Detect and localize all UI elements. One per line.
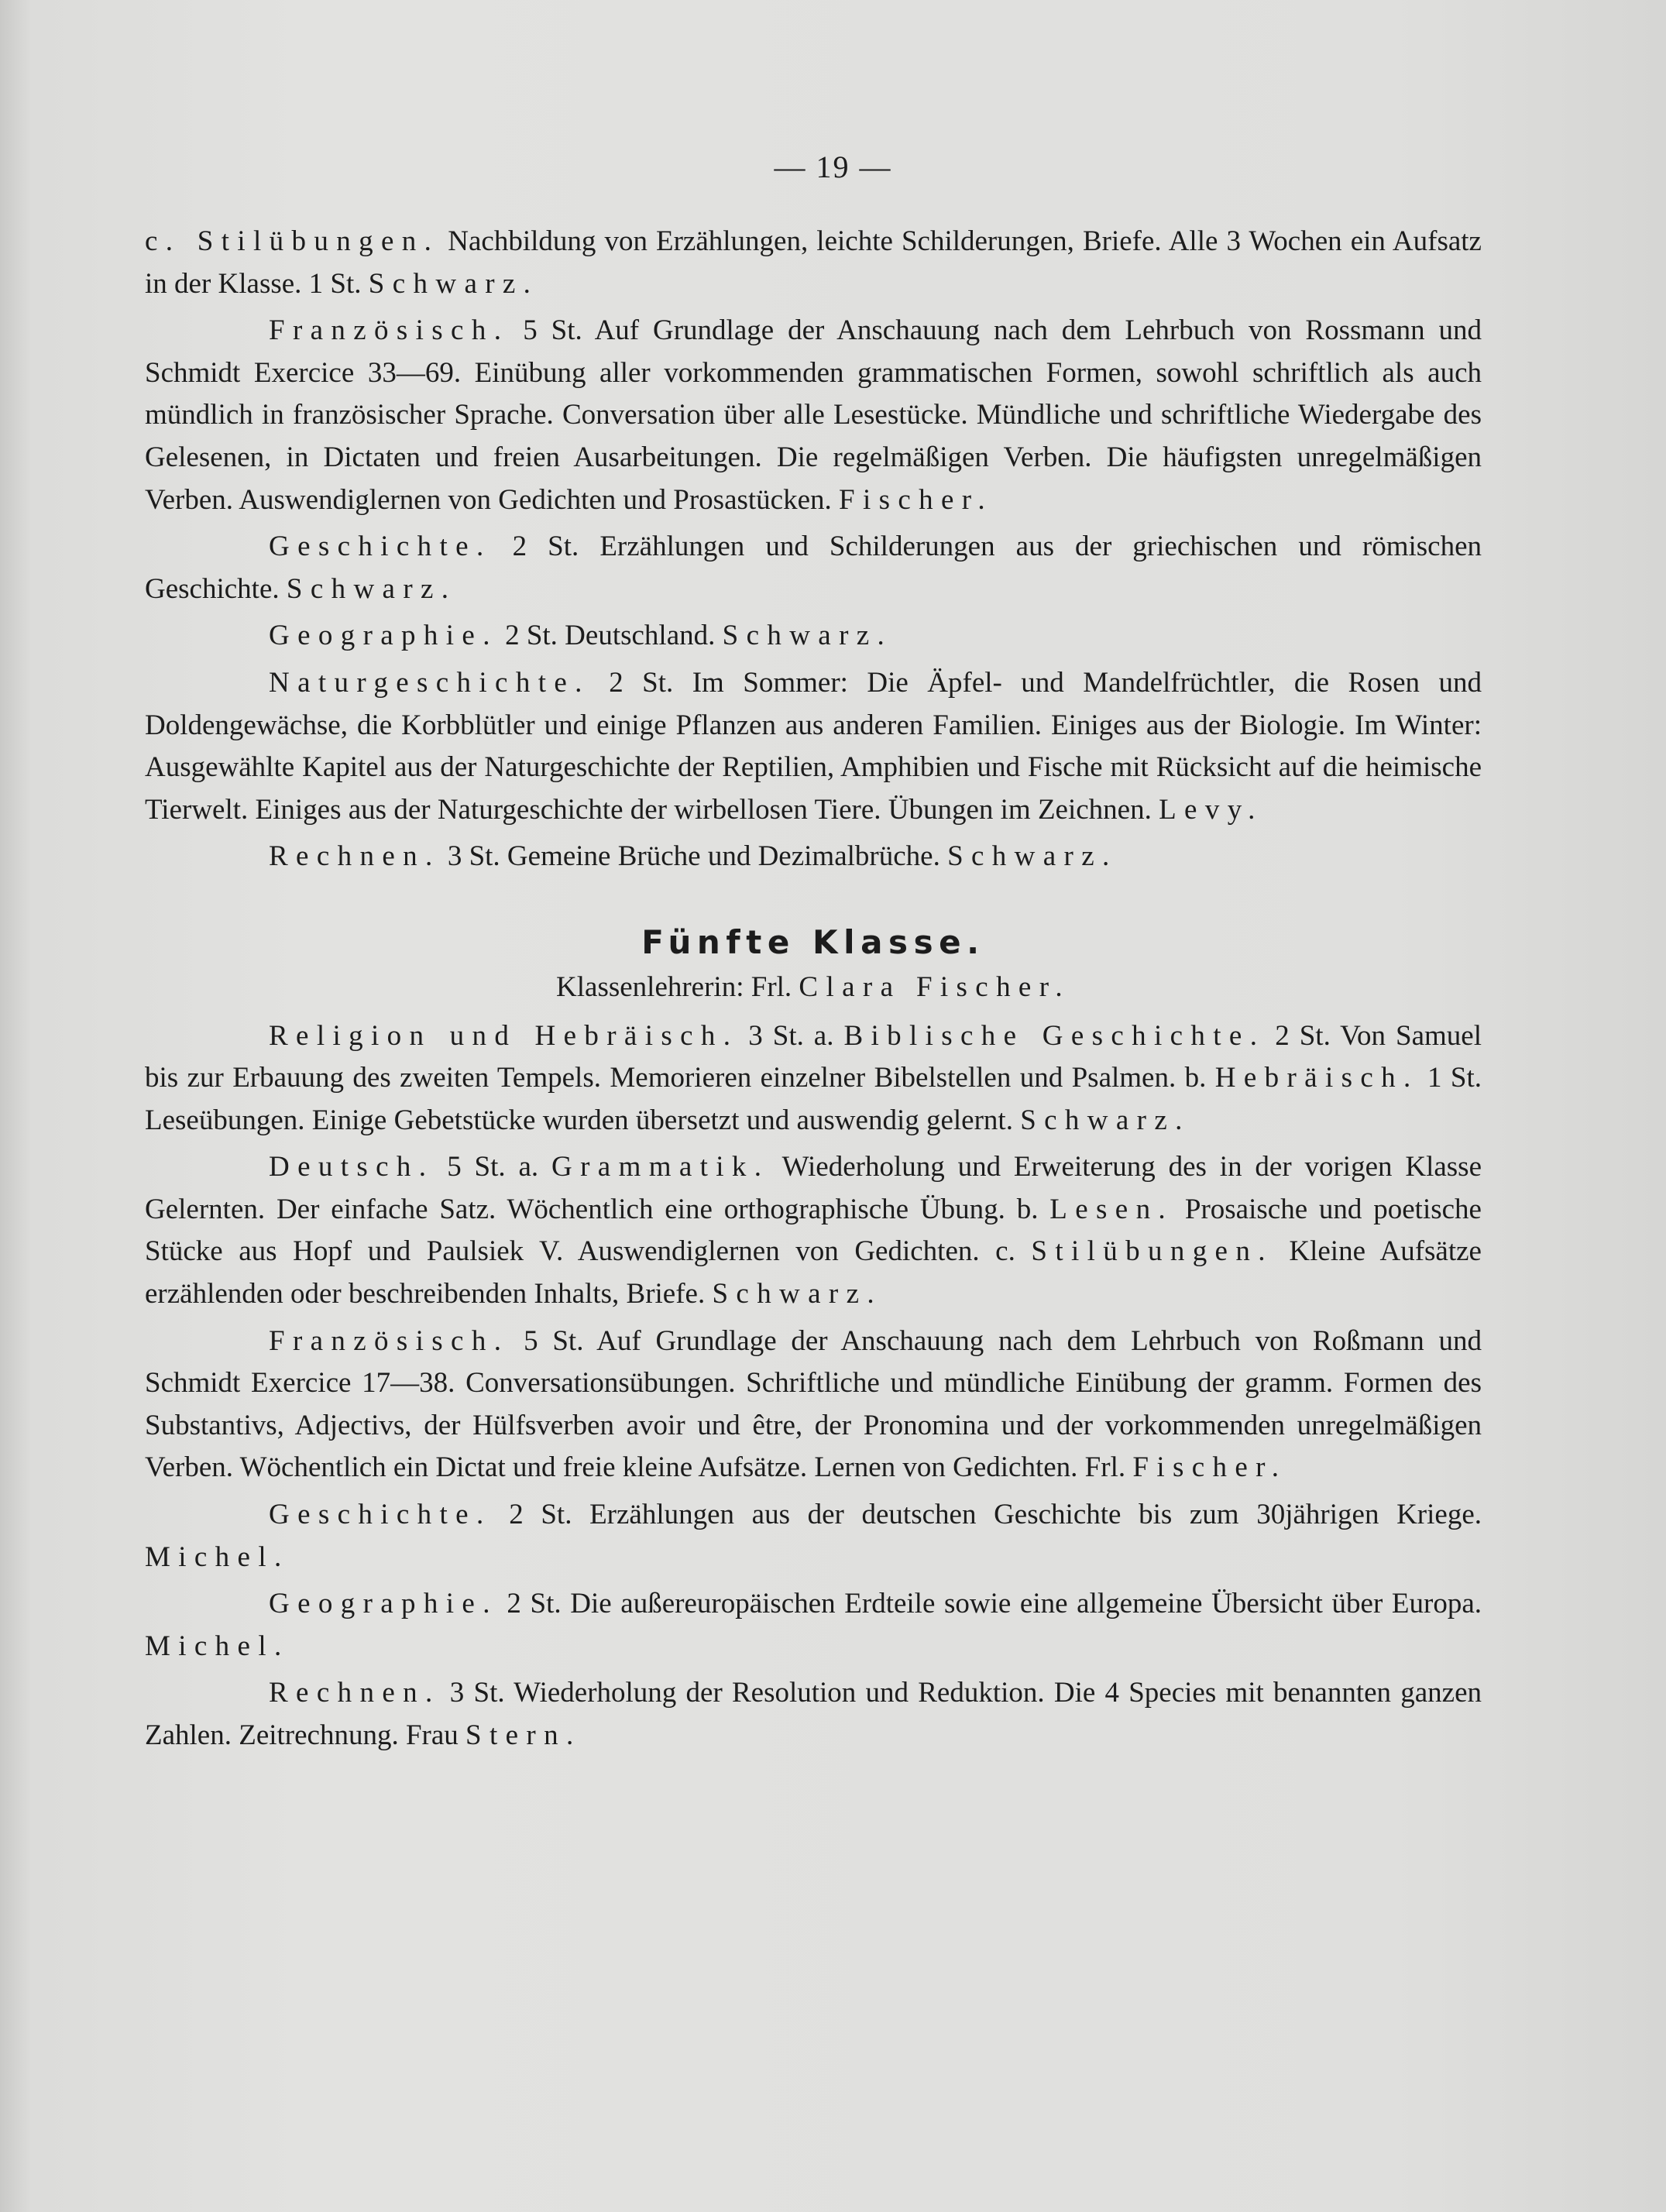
teacher-name: Fischer. xyxy=(1132,1451,1287,1484)
section-label: Grammatik. xyxy=(551,1151,770,1183)
paragraph-naturgeschichte xyxy=(145,662,1482,831)
paragraph-text: 2 St. Im Sommer: Die Äpfel- und Mandelfrüchtler, die Rosen und Doldengewächse, die Korbblütler und einige Pflanzen aus anderen Familien. Einiges aus der Biologie. Im Winter: Ausgewählte Kapitel aus der Naturgeschichte der Reptilien, Amphibien und Fische mit Rücksicht auf die heimische Tierwelt. Einiges aus der Naturgeschichte der wirbellosen Tiere. Übungen im Zeichnen. xyxy=(145,666,1482,826)
paragraph-text: 5 St. Auf Grundlage der Anschauung nach dem Lehrbuch von Roßmann und Schmidt Exercice 17—38. Conversationsübungen. Schriftliche und mündliche Einübung der gramm. Formen des Substantivs, Adjectivs, der Hülfsverben avoir und être, der Pronomina und der vorkommenden unregelmäßigen Verben. Wöchentlich ein Dictat und freie kleine Aufsätze. Lernen von Gedichten. Frl. xyxy=(145,1324,1482,1484)
paragraph-deutsch xyxy=(145,1146,1482,1315)
teacher-name: Schwarz. xyxy=(368,267,539,300)
subject-name: Rechnen. xyxy=(269,840,441,873)
section-label: c. Stilübungen. xyxy=(145,225,440,257)
teacher-name: Michel. xyxy=(145,1540,290,1573)
paragraph-text: 2 St. Deutschland. xyxy=(497,620,723,652)
paragraph-geographie-5 xyxy=(145,1583,1482,1668)
paragraph-text: Kleine Aufsätze erzählenden oder beschreibenden Inhalts, Briefe. xyxy=(145,1235,1482,1310)
subject-name: Deutsch. xyxy=(269,1151,435,1183)
paragraph-text: 2 St. Die außereuropäischen Erdteile sowie eine allgemeine Übersicht über Europa. xyxy=(497,1588,1482,1620)
paragraph-rechnen-5 xyxy=(145,1672,1482,1757)
subject-name: Geschichte. xyxy=(269,1499,492,1531)
subject-name: Geographie. xyxy=(269,1588,498,1620)
paragraph-geschichte-5 xyxy=(145,1494,1482,1578)
subject-name: Geographie. xyxy=(269,620,498,652)
teacher-name: Michel. xyxy=(145,1630,290,1662)
teacher-name: Schwarz. xyxy=(947,840,1118,873)
paragraph-religion-hebraeisch xyxy=(145,1015,1482,1142)
paragraph-text: Nachbildung von Erzählungen, leichte Schilderungen, Briefe. Alle 3 Wochen ein Aufsatz in der Klasse. 1 St. xyxy=(145,225,1482,300)
paragraph-text: 5 St. a. xyxy=(434,1151,552,1183)
teacher-name: Levy. xyxy=(1159,793,1263,826)
page-body xyxy=(145,221,1482,1762)
paragraph-text: Wiederholung und Erweiterung des in der vorigen Klasse Gelernten. Der einfache Satz. Wöchentlich eine orthographische Übung. b. xyxy=(145,1151,1482,1225)
paragraph-text: 2 St. Von Samuel bis zur Erbauung des zweiten Tempels. Memorieren einzelner Bibelstellen und Psalmen. b. xyxy=(145,1019,1482,1094)
paragraph-franzoesisch xyxy=(145,310,1482,521)
class-teacher-name: Clara Fischer. xyxy=(799,970,1070,1003)
teacher-name: Schwarz. xyxy=(722,620,893,652)
paragraph-text: 2 St. Erzählungen und Schilderungen aus der griechischen und römischen Geschichte. xyxy=(145,531,1482,605)
section-label: Lesen. xyxy=(1049,1193,1174,1225)
paragraph-geschichte xyxy=(145,526,1482,610)
paragraph-text: 3 St. Gemeine Brüche und Dezimalbrüche. xyxy=(440,840,948,873)
subject-name: Naturgeschichte. xyxy=(269,666,590,699)
teacher-name: Stern. xyxy=(465,1719,582,1751)
subject-name: Französisch. xyxy=(269,314,510,347)
page-number: — 19 — xyxy=(774,149,892,184)
subject-name: Französisch. xyxy=(269,1324,510,1357)
class-teacher-line xyxy=(145,967,1482,1009)
subject-name: Rechnen. xyxy=(269,1677,441,1709)
subject-name: Religion und Hebräisch. xyxy=(269,1019,739,1052)
section-heading-fuenfte-klasse: Fünfte Klasse. xyxy=(641,922,985,961)
section-label: Biblische Geschichte. xyxy=(843,1019,1266,1052)
paragraph-franzoesisch-5 xyxy=(145,1321,1482,1489)
paragraph-rechnen xyxy=(145,836,1482,878)
teacher-name: Fischer. xyxy=(839,483,994,516)
paragraph-text: 3 St. a. xyxy=(738,1019,844,1052)
teacher-name: Schwarz. xyxy=(286,572,457,605)
paragraph-stiluebungen xyxy=(145,221,1482,305)
paragraph-text: Prosaische und poetische Stücke aus Hopf und Paulsiek V. Auswendiglernen von Gedichten. c. xyxy=(145,1193,1482,1268)
paragraph-text: 5 St. Auf Grundlage der Anschauung nach dem Lehrbuch von Rossmann und Schmidt Exercice 33—69. Einübung aller vorkommenden grammatischen Formen, sowohl schriftlich als auch mündlich in französischer Sprache. Conversation über alle Lesestücke. Mündliche und schriftliche Wiedergabe des Gelesenen, in Dictaten und freien Ausarbeitungen. Die regelmäßigen Verben. Die häufigsten unregelmäßigen Verben. Auswendiglernen von Gedichten und Prosastücken. xyxy=(145,314,1482,516)
teacher-name: Schwarz. xyxy=(1020,1104,1190,1136)
paragraph-text: 2 St. Erzählungen aus der deutschen Geschichte bis zum 30jährigen Kriege. xyxy=(491,1499,1482,1531)
paragraph-text: 1 St. Leseübungen. Einige Gebetstücke wurden übersetzt und auswendig gelernt. xyxy=(145,1062,1482,1136)
subject-name: Geschichte. xyxy=(269,531,492,563)
paragraph-geographie xyxy=(145,615,1482,658)
class-teacher-label: Klassenlehrerin: Frl. xyxy=(556,970,799,1003)
paragraph-text: 3 St. Wiederholung der Resolution und Reduktion. Die 4 Species mit benannten ganzen Zahlen. Zeitrechnung. Frau xyxy=(145,1677,1482,1751)
teacher-name: Schwarz. xyxy=(712,1278,882,1310)
section-label: Hebräisch. xyxy=(1214,1062,1419,1094)
section-label: Stilübungen. xyxy=(1031,1235,1273,1268)
